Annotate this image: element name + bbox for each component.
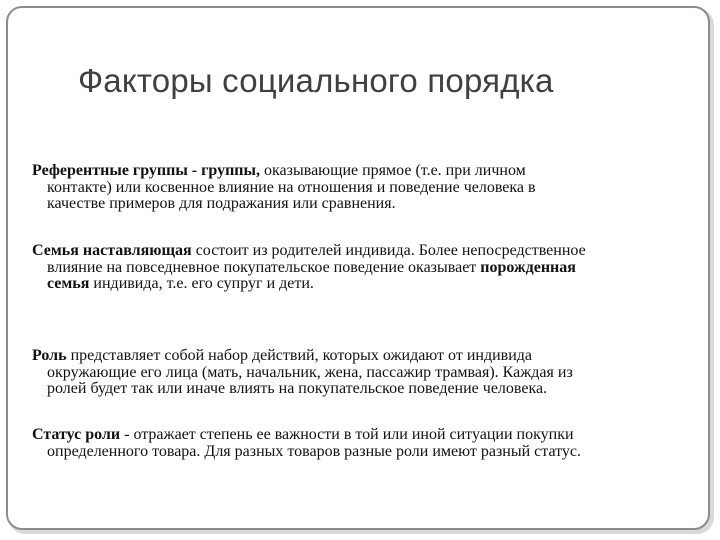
term-guiding-family: Семья наставляющая [32, 242, 192, 259]
paragraph-role [32, 348, 702, 398]
term-reference-groups: Референтные группы - группы, [32, 162, 261, 179]
paragraph-line: определенного товара. Для разных товаров разные роли имеют разный статус. [47, 442, 582, 460]
slide-title: Факторы социального порядка [78, 62, 554, 99]
paragraph-line: контакте) или косвенное влияние на отношения и поведение человека в [47, 178, 536, 196]
paragraph-text: оказывающие прямое (т.е. при личном [260, 162, 526, 179]
paragraph-reference-groups [32, 163, 702, 213]
paragraph-line [32, 260, 702, 277]
paragraph-line: ролей будет так или иначе влиять на покупательское поведение человека. [47, 380, 548, 397]
paragraph-line [32, 348, 702, 365]
paragraph-line [32, 276, 702, 293]
term-family: семья [47, 275, 90, 292]
paragraph-text: влияние на повседневное покупательское поведение оказывает [47, 258, 481, 276]
paragraph-line [32, 243, 702, 260]
paragraph-text: индивида, т.е. его супруг и дети. [89, 275, 314, 292]
paragraph-text: состоит из родителей индивида. Более непосредственное [191, 242, 586, 259]
term-role: Роль [32, 347, 67, 364]
paragraph-line [32, 427, 702, 444]
term-procreation-family: порожденная [480, 258, 576, 276]
paragraph-line: качестве примеров для подражания или сравнения. [47, 195, 396, 212]
term-role-status: Статус роли [32, 426, 121, 443]
paragraph-family [32, 243, 702, 293]
paragraph-text: - отражает степень ее важности в той или иной ситуации покупки [120, 426, 574, 443]
paragraph-line [32, 163, 702, 180]
paragraph-text: представляет собой набор действий, которых ожидают от индивида [66, 347, 533, 364]
paragraph-role-status [32, 427, 702, 460]
paragraph-line: окружающие его лица (мать, начальник, жена, пассажир трамвая). Каждая из [47, 363, 573, 381]
